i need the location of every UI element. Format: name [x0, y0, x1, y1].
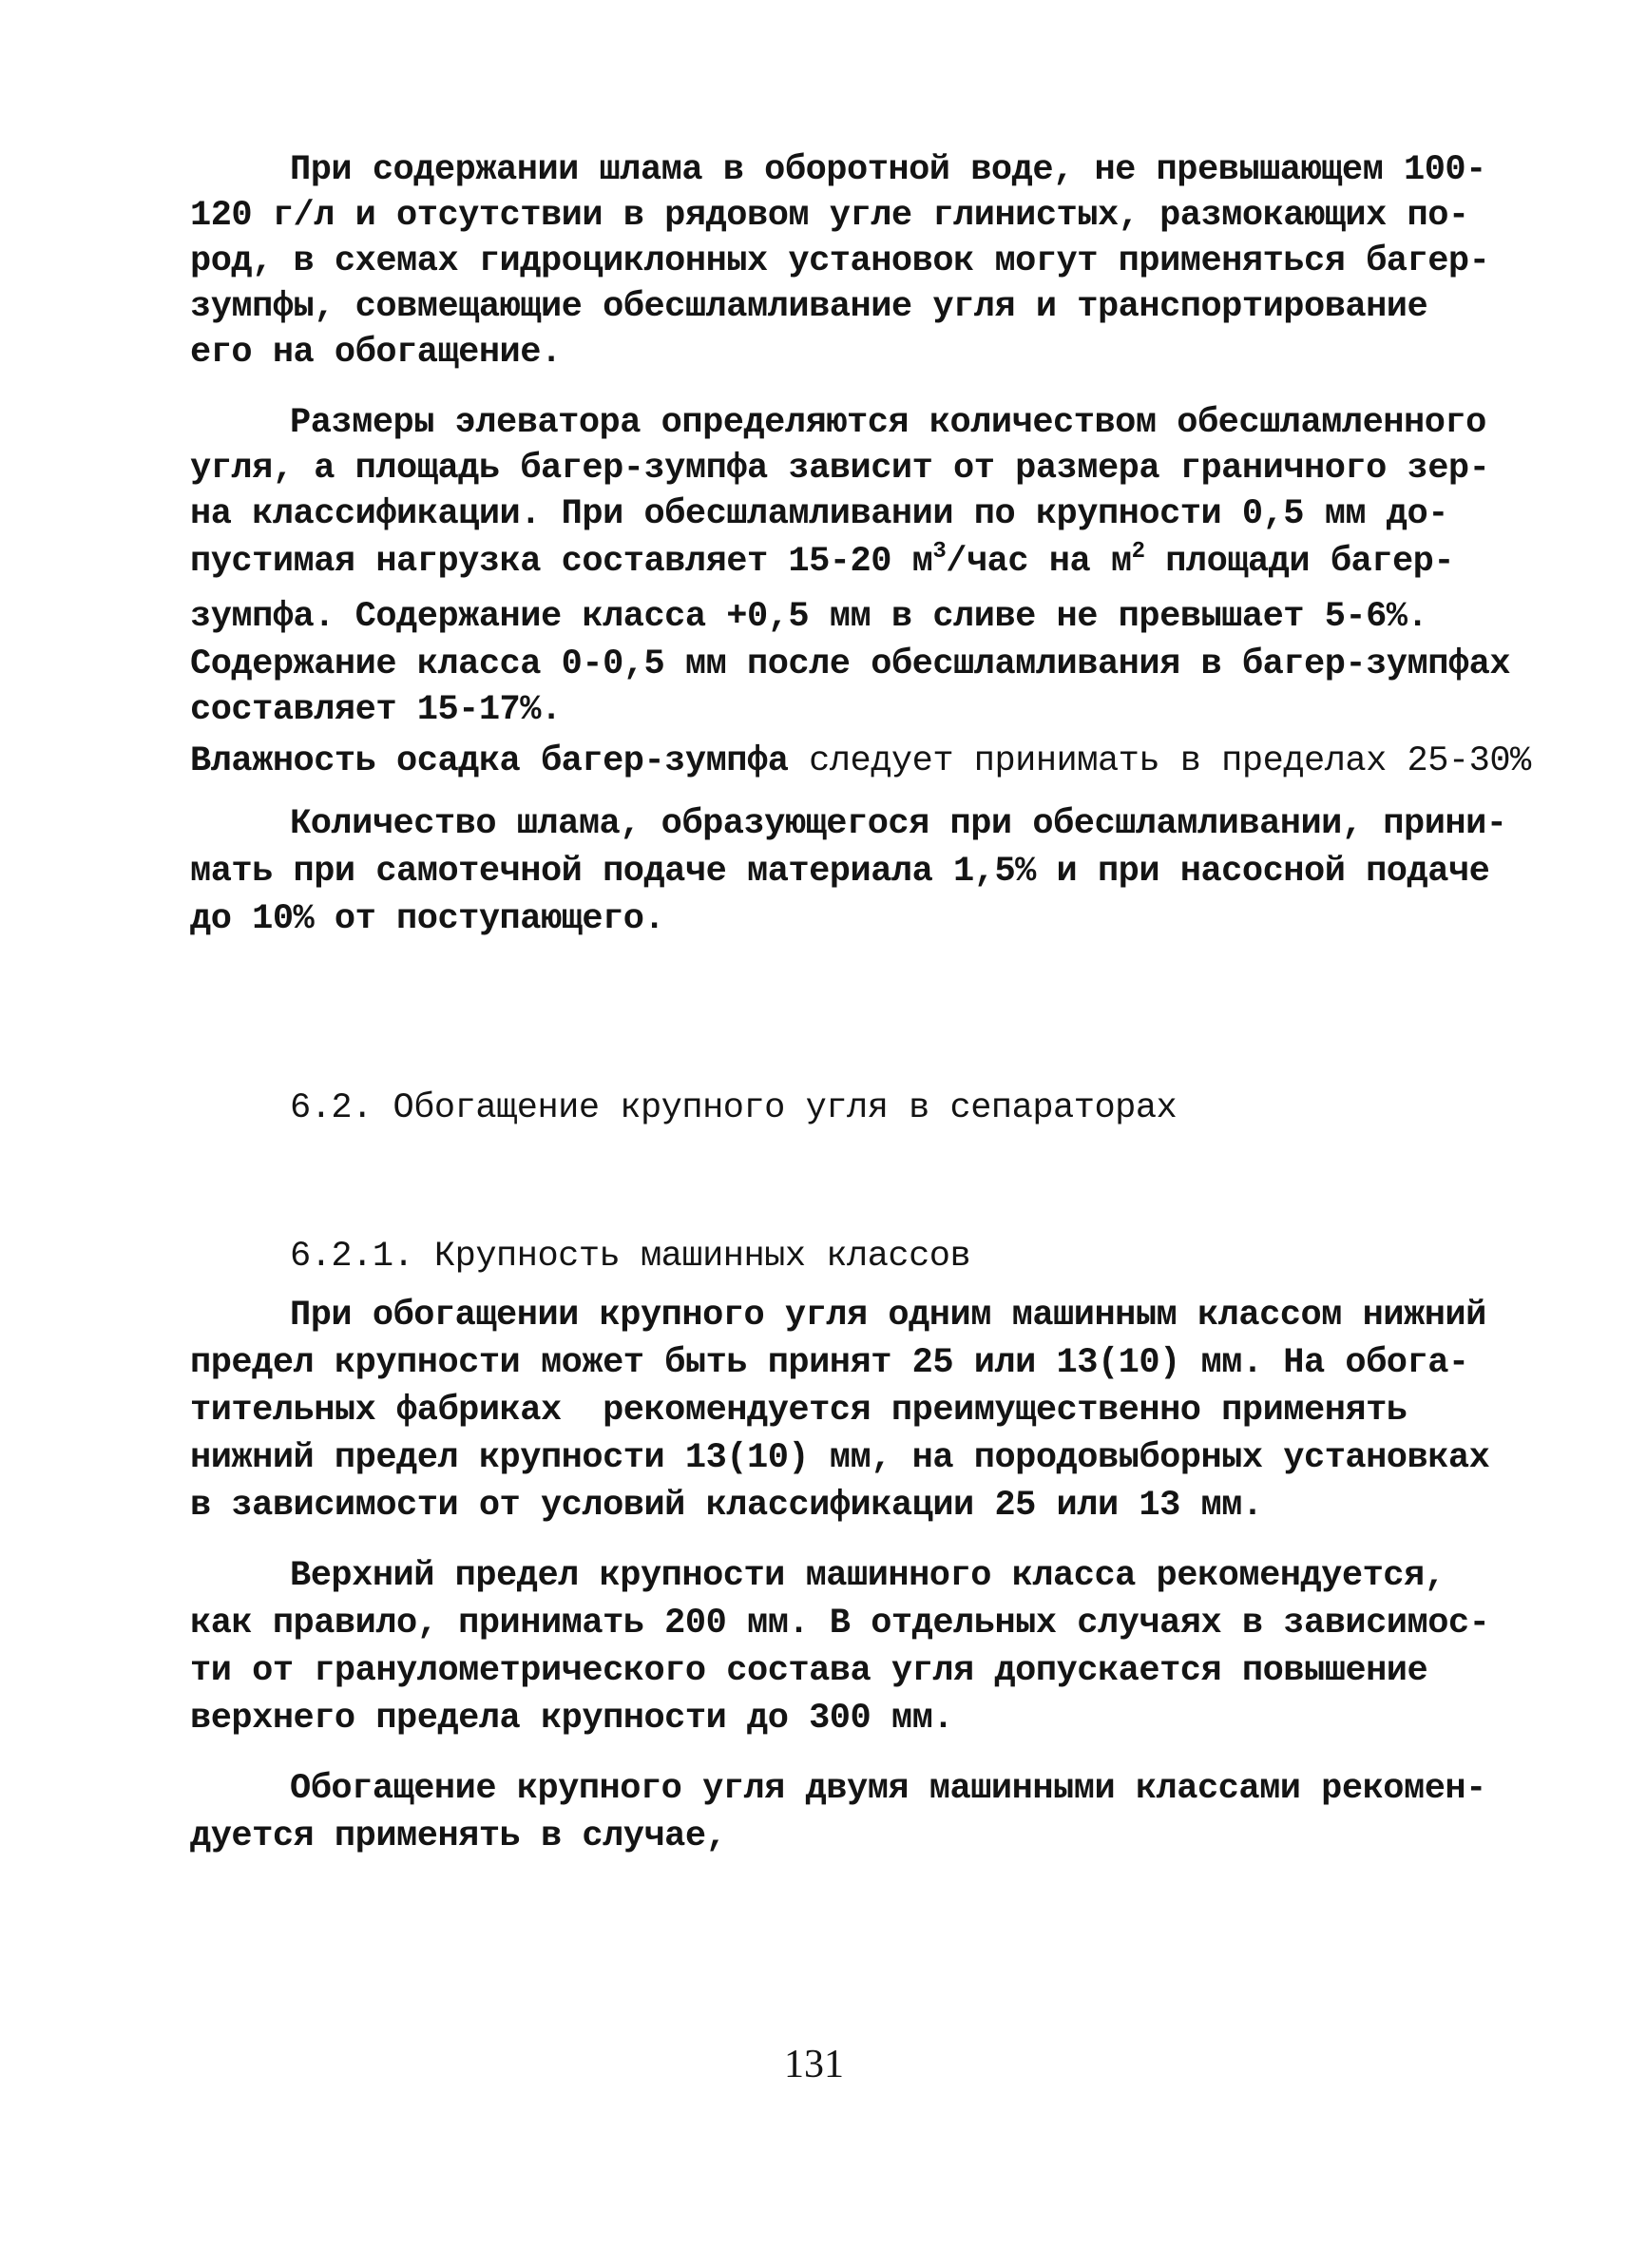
paragraph-line: в зависимости от условий классификации 25 или 13 мм. [190, 1486, 1263, 1526]
paragraph-line: предел крупности может быть принят 25 или 13(10) мм. На обога- [190, 1343, 1469, 1383]
subsection-heading: 6.2.1. Крупность машинных классов [290, 1237, 971, 1277]
page-number: 131 [784, 2043, 844, 2086]
text-fragment: площади багер- [1144, 542, 1455, 582]
superscript: 2 [1131, 539, 1145, 565]
paragraph-line: Обогащение крупного угля двумя машинными классами рекомен- [290, 1769, 1486, 1809]
paragraph-line: Верхний предел крупности машинного класса рекомендуется, [290, 1556, 1446, 1596]
text-fragment: Влажность осадка багер-зумпфа [190, 741, 789, 781]
paragraph-line: Содержание класса 0-0,5 мм после обесшламливания в багер-зумпфах [190, 644, 1511, 684]
paragraph-line: ти от гранулометрического состава угля допускается повышение [190, 1651, 1428, 1691]
paragraph-line: его на обогащение. [190, 333, 562, 373]
typed-insert: следует принимать в пределах 25-30% [788, 741, 1531, 781]
text-fragment: пустимая нагрузка составляет 15-20 м [190, 542, 933, 582]
paragraph-line: зумпфа. Содержание класса +0,5 мм в сливе не превышает 5-6%. [190, 597, 1428, 637]
paragraph-line: нижний предел крупности 13(10) мм, на породовыборных установках [190, 1438, 1490, 1478]
paragraph-line: род, в схемах гидроциклонных установок могут применяться багер- [190, 241, 1490, 281]
paragraph-line: тительных фабриках рекомендуется преимущественно применять [190, 1391, 1408, 1431]
paragraph-line: дуется применять в случае, [190, 1816, 727, 1856]
paragraph-line: 120 г/л и отсутствии в рядовом угле глинистых, размокающих по- [190, 196, 1469, 236]
text-fragment: /час на м [946, 542, 1132, 582]
paragraph-line: на классификации. При обесшламливании по крупности 0,5 мм до- [190, 494, 1448, 534]
paragraph-line: до 10% от поступающего. [190, 899, 665, 939]
paragraph-line [190, 739, 1531, 784]
paragraph-line: мать при самотечной подаче материала 1,5% и при насосной подаче [190, 852, 1490, 892]
paragraph-line: как правило, принимать 200 мм. В отдельных случаях в зависимос- [190, 1604, 1490, 1643]
paragraph-line: При содержании шлама в оборотной воде, не превышающем 100- [290, 150, 1486, 190]
paragraph-line: Количество шлама, образующегося при обесшламливании, прини- [290, 804, 1507, 844]
paragraph-line: зумпфы, совмещающие обесшламливание угля и транспортирование [190, 287, 1428, 327]
paragraph-line: Размеры элеватора определяются количеством обесшламленного [290, 403, 1486, 443]
section-heading: 6.2. Обогащение крупного угля в сепараторах [290, 1088, 1178, 1128]
paragraph-line: угля, а площадь багер-зумпфа зависит от размера граничного зер- [190, 449, 1490, 489]
paragraph-line: При обогащении крупного угля одним машинным классом нижний [290, 1296, 1486, 1336]
paragraph-line: составляет 15-17%. [190, 690, 562, 730]
superscript: 3 [932, 539, 947, 565]
paragraph-line [190, 539, 1454, 585]
paragraph-line: верхнего предела крупности до 300 мм. [190, 1699, 954, 1739]
